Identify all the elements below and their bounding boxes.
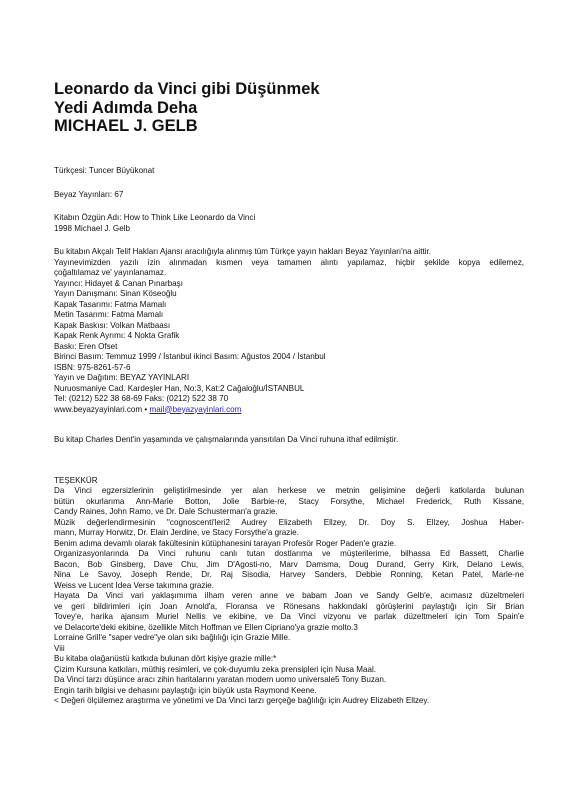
thanks-line: mann, Murray Horwitz, Dr. Elain Jerdine, ve Stacy Forsythe'a grazie. bbox=[54, 528, 299, 537]
thanks-line: Çizim Kursuna katkıları, müthiş resimleri, ve çok-duyumlu zeka prensipleri için Nusa Maal. bbox=[54, 664, 377, 674]
rights-line: çoğaltılamaz ve' yayınlanamaz. bbox=[54, 268, 167, 277]
book-title: Leonardo da Vinci gibi Düşünmek bbox=[54, 80, 320, 98]
email-link[interactable]: mail@beyazyayinlari.com bbox=[149, 404, 242, 414]
credit-line: Nuruosmaniye Cad. Kardeşler Han, No:3, Kat:2 Cağaloğlu/İSTANBUL bbox=[54, 383, 305, 393]
thanks-line: Benim adıma devamlı olarak fakültesinin kütüphanesini tarayan Profesör Roger Paden'e grazie. bbox=[54, 538, 397, 548]
credit-line: Yayıncı: Hidayet & Canan Pınarbaşı bbox=[54, 278, 183, 288]
contact-separator: • bbox=[142, 404, 150, 414]
thanks-line: Nina Le Savoy, Joseph Rende, Dr. Raj Sisodia, Harvey Sanders, Debbie Ronning, Ketan Patel, Marle-ne bbox=[54, 570, 524, 579]
credits-list bbox=[54, 279, 524, 405]
thanks-line: Da Vinci tarzı düşünce aracı zihin haritalarını yaratan modern uomo universale5 Tony Buzan. bbox=[54, 675, 387, 684]
credit-line: Metin Tasarımı: Fatma Mamalı bbox=[54, 310, 164, 319]
dedication: Bu kitap Charles Dent'in yaşamında ve çalışmalarında yansıtılan Da Vinci ruhuna ithaf edilmiştir. bbox=[54, 435, 399, 444]
series-line: Beyaz Yayınları: 67 bbox=[54, 189, 124, 199]
thanks-line: Tovey'e, harika ajansım Muriel Nellis ve ekibine, ve Da Vinci vizyonu ve parlak düzeltmeleri için Tom Spain'e bbox=[54, 612, 524, 621]
credit-line: Yayın Danışmanı: Sinan Köseoğlu bbox=[54, 289, 177, 298]
credit-line: ISBN: 975-8261-57-6 bbox=[54, 362, 131, 372]
thanks-line: Bacon, Bob Ginsberg, Dave Chu, Jim D'Agosti-no, Marv Damsma, Doug Durand, Gerry Kirk, Delano Lewis, bbox=[54, 559, 524, 569]
credit-line: Kapak Baskısı: Volkan Matbaası bbox=[54, 320, 171, 330]
thanks-line: Viii bbox=[54, 643, 65, 653]
colophon bbox=[54, 166, 524, 707]
original-title-line: Kitabın Özgün Adı: How to Think Like Leonardo da Vinci bbox=[54, 213, 256, 222]
thanks-line: Weiss ve Lucent Idea Verse takımına grazie. bbox=[54, 580, 215, 590]
thanks-line: Organizasyonlarında Da Vinci ruhunu canlı tutan dostlarıma ve müşterilerime, bilhassa Ed Bassett, Charlie bbox=[54, 549, 524, 558]
thanks-line: Candy Raines, John Ramo, ve Dr. Dale Schusterman'a grazie. bbox=[54, 507, 278, 516]
credit-line: Tel: (0212) 522 38 68-69 Faks: (0212) 522 38 70 bbox=[54, 394, 229, 403]
translator-line: Türkçesi: Tuncer Büyükonat bbox=[54, 166, 155, 175]
thanks-line: bütün okurlarıma Ann-Marie Botton, Jolie Barbie-re, Stacy Forsythe, Michael Frederick, Ruth Kissane, bbox=[54, 496, 524, 506]
thanks-line: Da Vinci egzersizlerinin geliştirilmesinde yer alan herkese ve metnin gelişimine değerli katkılarda bulunan bbox=[54, 486, 524, 495]
contact-line bbox=[54, 405, 524, 416]
thanks-line: Hayata Da Vinci vari yaklaşımıma ilham veren anne ve babam Joan ve Sandy Gelb'e, acımasız düzeltmeleri bbox=[54, 591, 524, 600]
credit-line: Birinci Basım: Temmuz 1999 / İstanbul ikinci Basım: Ağustos 2004 / İstanbul bbox=[54, 352, 326, 361]
book-subtitle: Yedi Adımda Deha bbox=[54, 98, 198, 117]
rights-line: Bu kitabın Akçalı Telif Hakları Ajansı aracılığıyla alınmış tüm Türkçe yayın hakları Beyaz Yayınları'na aittir. bbox=[54, 247, 432, 256]
thanks-line: Müzik değerlendirmesinin "cognoscenti'leri2 Audrey Elizabeth Ellzey, Dr. Doy S. Ellzey, Joshua Haber- bbox=[54, 517, 524, 527]
credit-line: Kapak Tasarımı: Fatma Mamalı bbox=[54, 299, 167, 309]
book-title-block bbox=[54, 80, 524, 136]
thanks-paragraphs bbox=[54, 486, 524, 707]
thanks-line: ve geri bildirimleri için Joan Arnold'a, Floransa ve Rönesans hakkındaki görüşlerini paylaştığı için Sir Brian bbox=[54, 601, 524, 611]
thanks-line: Lorraine Grill'e "saper vedre"ye olan sıkı bağlılığı için Grazie Mille. bbox=[54, 633, 291, 642]
thanks-heading: TEŞEKKÜR bbox=[54, 475, 98, 485]
thanks-line: Engin tarih bilgisi ve dehasını paylaştığı için büyük usta Raymond Keene. bbox=[54, 685, 317, 695]
credit-line: Baskı: Eren Ofset bbox=[54, 341, 118, 351]
book-author: MICHAEL J. GELB bbox=[54, 117, 198, 135]
thanks-line: < Değeri ölçülemez araştırma ve yönetimi ve Da Vinci tarzı gerçeğe bağlılığı için Audrey Elizabeth Ellzey. bbox=[54, 696, 430, 705]
copyright-line: 1998 Michael J. Gelb bbox=[54, 223, 131, 233]
credit-line: Yayın ve Dağıtım: BEYAZ YAYINLARI bbox=[54, 373, 190, 382]
credit-line: Kapak Renk Ayrımı: 4 Nokta Grafik bbox=[54, 331, 180, 340]
thanks-line: Bu kitaba olağanüstü katkıda bulunan dört kişiye grazie mille:* bbox=[54, 654, 277, 663]
rights-line: Yayınevimizden yazılı izin alınmadan kısmen veya tamamen alıntı yapılamaz, hiçbir şekilde kopya edilemez, bbox=[54, 257, 524, 267]
website-link[interactable]: www.beyazyayinlari.com bbox=[54, 404, 143, 414]
thanks-line: ve Delacorte'deki ekibine, özellikle Mitch Hoffman ve Ellen Cipriano'ya grazie molto.3 bbox=[54, 622, 358, 632]
